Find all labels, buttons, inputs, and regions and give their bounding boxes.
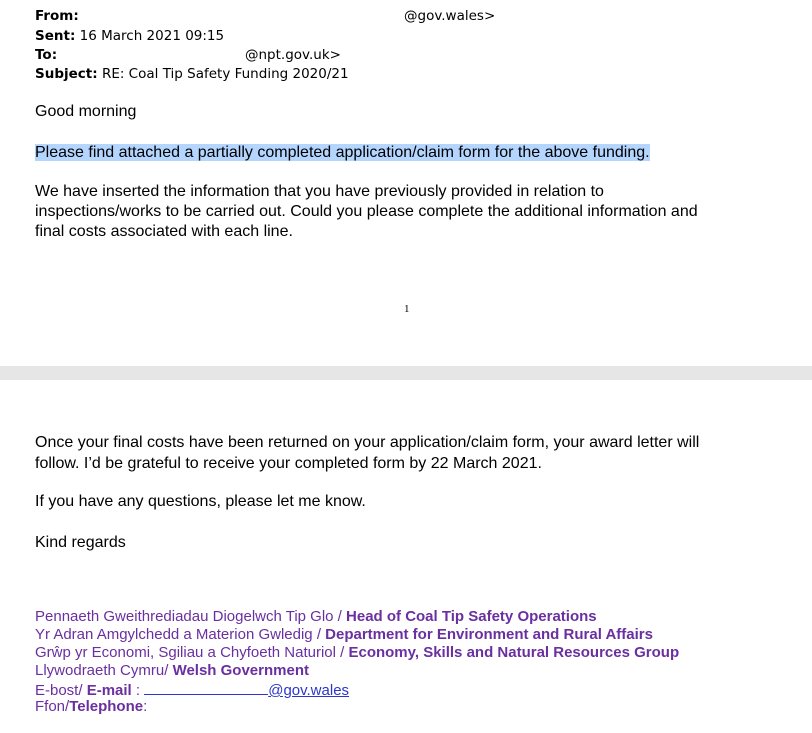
signature-phone-separator: : (143, 698, 148, 715)
signature-group-english: Economy, Skills and Natural Resources Group (348, 644, 680, 661)
subject-label: Subject: (35, 66, 98, 82)
sent-label: Sent: (35, 28, 76, 44)
signature-group (35, 644, 679, 662)
subject-row (35, 64, 349, 84)
document-page-1 (0, 0, 812, 366)
signature-email-separator: : (131, 682, 145, 699)
signature-group-welsh: Grŵp yr Economi, Sgiliau a Chyfoeth Naturiol / (35, 644, 349, 661)
paragraph-costs-line-1: Once your final costs have been returned on your application/claim form, your award letter will (35, 434, 700, 451)
signature-email-welsh: E-bost/ (35, 682, 87, 699)
to-row (35, 45, 57, 65)
to-label: To: (35, 47, 58, 63)
signature-email (35, 680, 349, 700)
signature-title (35, 608, 597, 626)
paragraph-questions: If you have any questions, please let me know. (35, 493, 366, 510)
paragraph-inserted-line-1: We have inserted the information that you have previously provided in relation to (35, 183, 604, 200)
signature-title-english: Head of Coal Tip Safety Operations (346, 608, 597, 625)
paragraph-inserted-line-3: final costs associated with each line. (35, 223, 293, 240)
signature-department (35, 626, 653, 644)
from-label: From: (35, 8, 79, 24)
sent-row (35, 26, 224, 46)
subject-value: RE: Coal Tip Safety Funding 2020/21 (101, 66, 349, 82)
signature-phone (35, 698, 147, 716)
email-link[interactable]: @gov.wales (268, 682, 350, 699)
signature-phone-english: Telephone (69, 698, 144, 715)
signature-government-welsh: Llywodraeth Cymru/ (35, 662, 173, 679)
closing: Kind regards (35, 534, 126, 551)
signature-email-english: E-mail (86, 682, 132, 699)
signature-department-welsh: Yr Adran Amgylchedd a Materion Gwledig / (35, 626, 326, 643)
to-value (245, 45, 341, 65)
signature-title-welsh: Pennaeth Gweithrediadau Diogelwch Tip Glo / (35, 608, 347, 625)
greeting: Good morning (35, 103, 137, 120)
from-row (35, 6, 79, 26)
from-value (404, 6, 495, 26)
sent-value: 16 March 2021 09:15 (79, 28, 225, 44)
from-address: @gov.wales> (404, 8, 496, 24)
signature-department-english: Department for Environment and Rural Affairs (325, 626, 653, 643)
highlighted-selection: Please find attached a partially completed application/claim form for the above funding. (35, 144, 650, 161)
signature-phone-welsh: Ffon/ (35, 698, 70, 715)
paragraph-inserted-line-2: inspections/works to be carried out. Could you please complete the additional information and (35, 203, 698, 220)
page-separator (0, 366, 812, 380)
page-number: 1 (404, 303, 410, 315)
to-address: @npt.gov.uk> (245, 47, 341, 63)
email-redacted-underline[interactable] (144, 680, 268, 695)
signature-government-english: Welsh Government (172, 662, 309, 679)
signature-government (35, 662, 309, 680)
paragraph-costs-line-2: follow. I’d be grateful to receive your completed form by 22 March 2021. (35, 455, 542, 472)
paragraph-attachment (35, 143, 650, 163)
document-page-2 (0, 380, 812, 733)
